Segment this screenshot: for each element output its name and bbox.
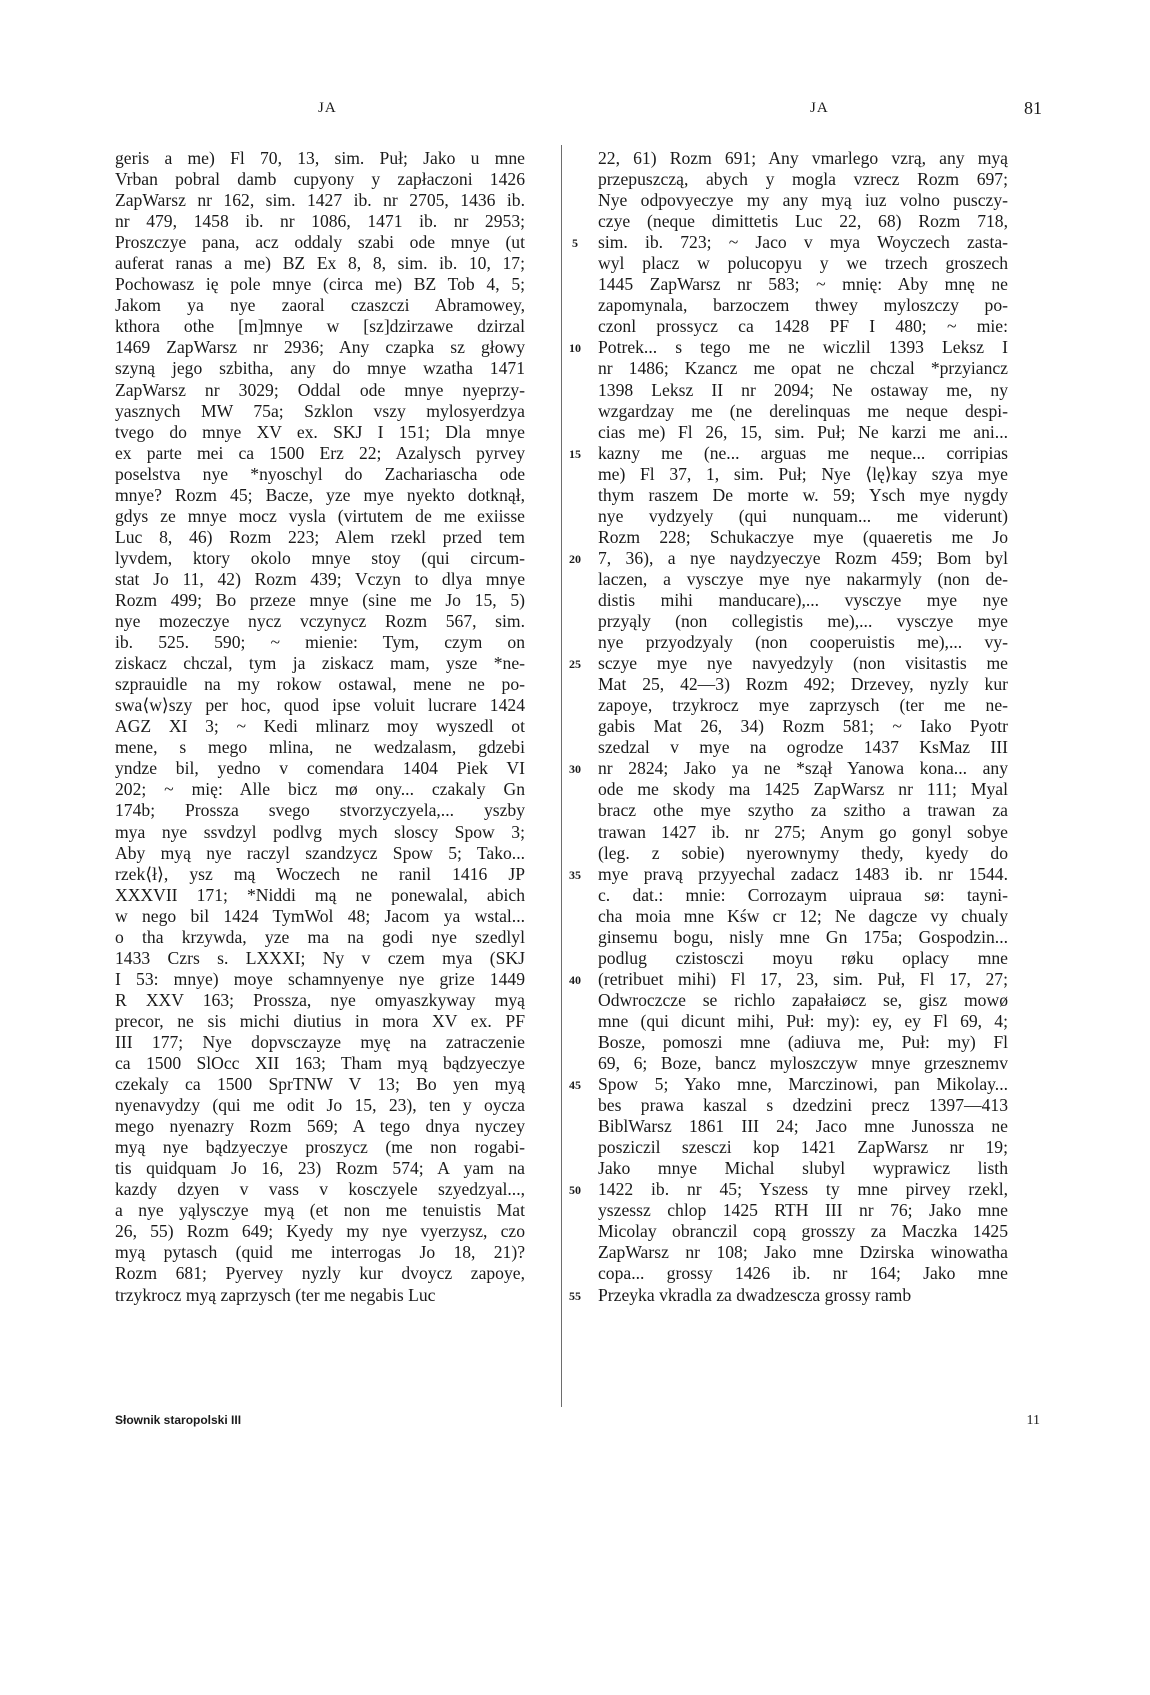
text-line: Proszczye pana, acz oddaly szabi ode mnye (ut — [115, 232, 525, 253]
text-line: c. dat.: mnie: Corrozaym uipraua sø: tayni- — [598, 884, 1008, 905]
text-line: podlug czistosczi moyu røku oplacy mne — [598, 947, 1008, 968]
text-line: yndze bil, yedno v comendara 1404 Piek VI — [115, 758, 525, 779]
text-line: mne (qui dicunt mihi, Puł: my): ey, ey Fl 69, 4; — [598, 1010, 1008, 1031]
text-line: zapoye, trzykrocz mye zaprzysch (ter me ne- — [598, 695, 1008, 716]
text-line: ode me skody ma 1425 ZapWarsz nr 111; Myal — [598, 779, 1008, 800]
text-line: thym raszem De morte w. 59; Ysch mye nygdy — [598, 484, 1008, 505]
text-line: myą nye bądzyeczye proszycz (me non rogabi- — [115, 1137, 525, 1158]
text-line: przepuszczą, abych y mogla vzrecz Rozm 697; — [598, 169, 1008, 190]
text-line: AGZ XI 3; ~ Kedi mlinarz moy wyszedl ot — [115, 716, 525, 737]
text-line: ca 1500 SlOcc XII 163; Tham myą bądzyeczye — [115, 1053, 525, 1074]
text-line: sczye mye nye navyedzyly (non visitastis me — [598, 653, 1008, 674]
running-head-right: JA — [810, 100, 829, 116]
text-line: wyl placz w polucopyu y we trzech groszech — [598, 253, 1008, 274]
text-line: w nego bil 1424 TymWol 48; Jacom ya wstal... — [115, 905, 525, 926]
text-line: 1398 Leksz II nr 2094; Ne ostaway me, ny — [598, 379, 1008, 400]
text-line: 1469 ZapWarsz nr 2936; Any czapka sz głowy — [115, 337, 525, 358]
line-number: 35 — [569, 867, 581, 882]
text-line: yszessz chlop 1425 RTH III nr 76; Jako mne — [598, 1200, 1008, 1221]
text-line: III 177; Nye dopvsczayze myę na zatraczenie — [115, 1031, 525, 1052]
text-line: 26, 55) Rozm 649; Kyedy my nye vyerzysz, czo — [115, 1221, 525, 1242]
text-line: ZapWarsz nr 3029; Oddal ode mnye nyeprzy- — [115, 379, 525, 400]
text-line: tvego do mnye XV ex. SKJ I 151; Dla mnye — [115, 421, 525, 442]
text-line: Luc 8, 46) Rozm 223; Alem rzekl przed tem — [115, 526, 525, 547]
text-line: nr 479, 1458 ib. nr 1086, 1471 ib. nr 2953; — [115, 211, 525, 232]
text-line: ZapWarsz nr 108; Jako mne Dzirska winowatha — [598, 1242, 1008, 1263]
text-line: czye (neque dimittetis Luc 22, 68) Rozm 718, — [598, 211, 1008, 232]
text-line: nr 1486; Kzancz me opat ne chczal *przyiancz — [598, 358, 1008, 379]
text-line: przyąly (non collegistis me),... vysczye mye — [598, 611, 1008, 632]
text-line: mego nyenazry Rozm 569; A tego dnya nyczey — [115, 1116, 525, 1137]
text-line: Pochowasz ię pole mnye (circa me) BZ Tob 4, 5; — [115, 274, 525, 295]
text-line: czekaly ca 1500 SprTNW V 13; Bo yen myą — [115, 1074, 525, 1095]
text-line: zapomynala, barzoczem thwey myloszczy po- — [598, 295, 1008, 316]
text-line: Mat 25, 42—3) Rozm 492; Drzevey, nyzly kur — [598, 674, 1008, 695]
text-line: Vrban pobral damb cupyony y zapłaczoni 1426 — [115, 169, 525, 190]
text-line: nr 2824; Jako ya ne *szął Yanowa kona... any — [598, 758, 1008, 779]
text-line: myą pytasch (quid me interrogas Jo 18, 21)? — [115, 1242, 525, 1263]
line-number: 15 — [569, 446, 581, 461]
text-line: szedzal v mye na ogrodze 1437 KsMaz III — [598, 737, 1008, 758]
footer-book-title: Słownik staropolski III — [115, 1413, 242, 1427]
running-head-left: JA — [318, 100, 337, 116]
text-line: nye przyodzyaly (non cooperuistis me),... vy- — [598, 632, 1008, 653]
text-line: Rozm 499; Bo przeze mnye (sine me Jo 15, 5) — [115, 589, 525, 610]
line-number: 55 — [569, 1288, 581, 1303]
text-line: tis quidquam Jo 16, 23) Rozm 574; A yam na — [115, 1158, 525, 1179]
line-number: 30 — [569, 762, 581, 777]
text-line: Rozm 228; Schukaczye mye (quaeretis me Jo — [598, 526, 1008, 547]
text-line: szprauidle na my rokow ostawal, mene ne po- — [115, 674, 525, 695]
text-line: kthora othe [m]mnye w [sz]dzirzawe dzirzal — [115, 316, 525, 337]
text-line: 1433 Czrs s. LXXXI; Ny v czem mya (SKJ — [115, 947, 525, 968]
text-line: copa... grossy 1426 ib. nr 164; Jako mne — [598, 1263, 1008, 1284]
text-line: Jakom ya nye zaoral czaszczi Abramowey, — [115, 295, 525, 316]
text-line: szyną jego szbitha, any do mnye wzatha 1471 — [115, 358, 525, 379]
text-line: ginsemu bogu, nisly mne Gn 175a; Gospodzin... — [598, 926, 1008, 947]
text-line: bes prawa kaszal s dzedzini precz 1397—413 — [598, 1095, 1008, 1116]
text-line: czonl prossycz ca 1428 PF I 480; ~ mie: — [598, 316, 1008, 337]
text-line: precor, ne sis michi diutius in mora XV ex. PF — [115, 1010, 525, 1031]
page-number: 81 — [1024, 98, 1042, 118]
text-line: mnye? Rozm 45; Bacze, yze mye nyekto dotknął, — [115, 484, 525, 505]
text-line: ib. 525. 590; ~ mienie: Tym, czym on — [115, 632, 525, 653]
text-line: mye pravą przyyechal zadacz 1483 ib. nr 1544. — [598, 863, 1008, 884]
text-line: 22, 61) Rozm 691; Any vmarlego vzrą, any myą — [598, 148, 1008, 168]
left-text-column — [115, 148, 525, 1306]
line-number: 50 — [569, 1183, 581, 1198]
text-line: Jako mnye Michal slubyl wyprawicz listh — [598, 1158, 1008, 1179]
text-line: (retribuet mihi) Fl 17, 23, sim. Puł, Fl 17, 27; — [598, 968, 1008, 989]
text-line: ziskacz chczal, tym ja ziskacz mam, ysze *ne- — [115, 653, 525, 674]
text-line: trzykrocz myą zaprzysch (ter me negabis Luc — [115, 1284, 436, 1305]
text-line: (leg. z sobie) nyerownymy thedy, kyedy do — [598, 842, 1008, 863]
text-line: kazdy dzyen v vass v kosczyele szyedzyal..., — [115, 1179, 525, 1200]
text-line: 202; ~ mię: Alle bicz mø ony... czakaly Gn — [115, 779, 525, 800]
text-line: geris a me) Fl 70, 13, sim. Puł; Jako u mne — [115, 148, 525, 168]
text-line: sim. ib. 723; ~ Jaco v mya Woyczech zasta- — [598, 232, 1008, 253]
text-line: nye vydzyely (qui nunquam... me viderunt) — [598, 505, 1008, 526]
text-line: mya nye ssvdzyl podlvg mych sloscy Spow 3; — [115, 821, 525, 842]
text-line: BiblWarsz 1861 III 24; Jaco mne Junossza ne — [598, 1116, 1008, 1137]
text-line: kazny me (ne... arguas me neque... corripias — [598, 442, 1008, 463]
text-line: Micolay obranczil copą grosszy za Maczka 1425 — [598, 1221, 1008, 1242]
text-line: XXXVII 171; *Niddi mą ne ponewalal, abich — [115, 884, 525, 905]
text-line: laczen, a vysczye mye nye nakarmyly (non de- — [598, 568, 1008, 589]
text-line: gabis Mat 26, 34) Rozm 581; ~ Iako Pyotr — [598, 716, 1008, 737]
line-number: 25 — [569, 657, 581, 672]
text-line: I 53: mnye) moye schamnyenye nye grize 1449 — [115, 968, 525, 989]
text-line: auferat ranas a me) BZ Ex 8, 8, sim. ib. 10, 17; — [115, 253, 525, 274]
text-line: Potrek... s tego me ne wiczlil 1393 Leksz I — [598, 337, 1008, 358]
text-line: Bosze, pomoszi mne (adiuva me, Puł: my) Fl — [598, 1031, 1008, 1052]
text-line: ex parte mei ca 1500 Erz 22; Azalysch pyrvey — [115, 442, 525, 463]
column-divider-rule — [561, 145, 562, 1407]
text-line: mene, s mego mlina, ne wedzalasm, gdzebi — [115, 737, 525, 758]
text-line: nye mozeczye nycz vczynycz Rozm 567, sim. — [115, 611, 525, 632]
line-number: 10 — [569, 341, 581, 356]
text-line: a nye yąlysczye myą (et non me tenuistis Mat — [115, 1200, 525, 1221]
text-line: posziczil szesczi kop 1421 ZapWarsz nr 19; — [598, 1137, 1008, 1158]
text-line: wzgardzay me (ne derelinquas me neque despi- — [598, 400, 1008, 421]
text-line: poselstva nye *nyoschyl do Zachariascha ode — [115, 463, 525, 484]
text-line: R XXV 163; Prossza, nye omyaszkyway myą — [115, 989, 525, 1010]
text-line: Odwroczcze se richlo zapałaiøcz se, gisz mowø — [598, 989, 1008, 1010]
text-line: gdys ze mnye mocz vysla (virtutem de me exiisse — [115, 505, 525, 526]
text-line: Aby myą nye raczyl szandzycz Spow 5; Tako... — [115, 842, 525, 863]
text-line: rzek⟨ł⟩, ysz mą Woczech ne ranil 1416 JP — [115, 863, 525, 884]
text-line: 69, 6; Boze, bancz myloszczyw mnye grzesznemv — [598, 1053, 1008, 1074]
text-line: Spow 5; Yako mne, Marczinowi, pan Mikolay... — [598, 1074, 1008, 1095]
line-number: 20 — [569, 551, 581, 566]
text-line: o tha krzywda, yze ma na godi nye szedlyl — [115, 926, 525, 947]
text-line: nyenavydzy (qui me odit Jo 15, 23), ten y oycza — [115, 1095, 525, 1116]
text-line: swa⟨w⟩szy per hoc, quod ipse voluit lucrare 1424 — [115, 695, 525, 716]
text-line: me) Fl 37, 1, sim. Puł; Nye ⟨lę⟩kay szya mye — [598, 463, 1008, 484]
right-text-column — [598, 148, 1008, 1306]
line-number: 45 — [569, 1078, 581, 1093]
text-line: bracz othe mye szytho za szitho a trawan za — [598, 800, 1008, 821]
text-line: cha moia mne Kśw cr 12; Ne dagcze vy chualy — [598, 905, 1008, 926]
text-line: Przeyka vkradla za dwadzescza grossy ramb — [598, 1284, 912, 1305]
sheet-signature: 11 — [1026, 1413, 1040, 1428]
text-line: Nye odpovyeczye my any myą iuz volno pusczy- — [598, 190, 1008, 211]
line-number: 5 — [572, 236, 578, 251]
text-line: lyvdem, ktory okolo mnye stoy (qui circum- — [115, 547, 525, 568]
text-line: ZapWarsz nr 162, sim. 1427 ib. nr 2705, 1436 ib. — [115, 190, 525, 211]
text-line: distis mihi manducare),... vysczye mye nye — [598, 589, 1008, 610]
line-number: 40 — [569, 972, 581, 987]
text-line: cias me) Fl 26, 15, sim. Puł; Ne karzi me ani... — [598, 421, 1008, 442]
text-line: trawan 1427 ib. nr 275; Anym go gonyl sobye — [598, 821, 1008, 842]
text-line: 1422 ib. nr 45; Yszess ty mne pirvey rzekl, — [598, 1179, 1008, 1200]
text-line: Rozm 681; Pyervey nyzly kur dvoycz zapoye, — [115, 1263, 525, 1284]
text-line: 1445 ZapWarsz nr 583; ~ mnię: Aby mnę ne — [598, 274, 1008, 295]
text-line: yasznych MW 75a; Szklon vszy mylosyerdzya — [115, 400, 525, 421]
text-line: 7, 36), a nye naydzyeczye Rozm 459; Bom byl — [598, 547, 1008, 568]
text-line: 174b; Prossza svego stvorzyczyela,... yszby — [115, 800, 525, 821]
text-line: stat Jo 11, 42) Rozm 439; Vczyn to dlya mnye — [115, 568, 525, 589]
